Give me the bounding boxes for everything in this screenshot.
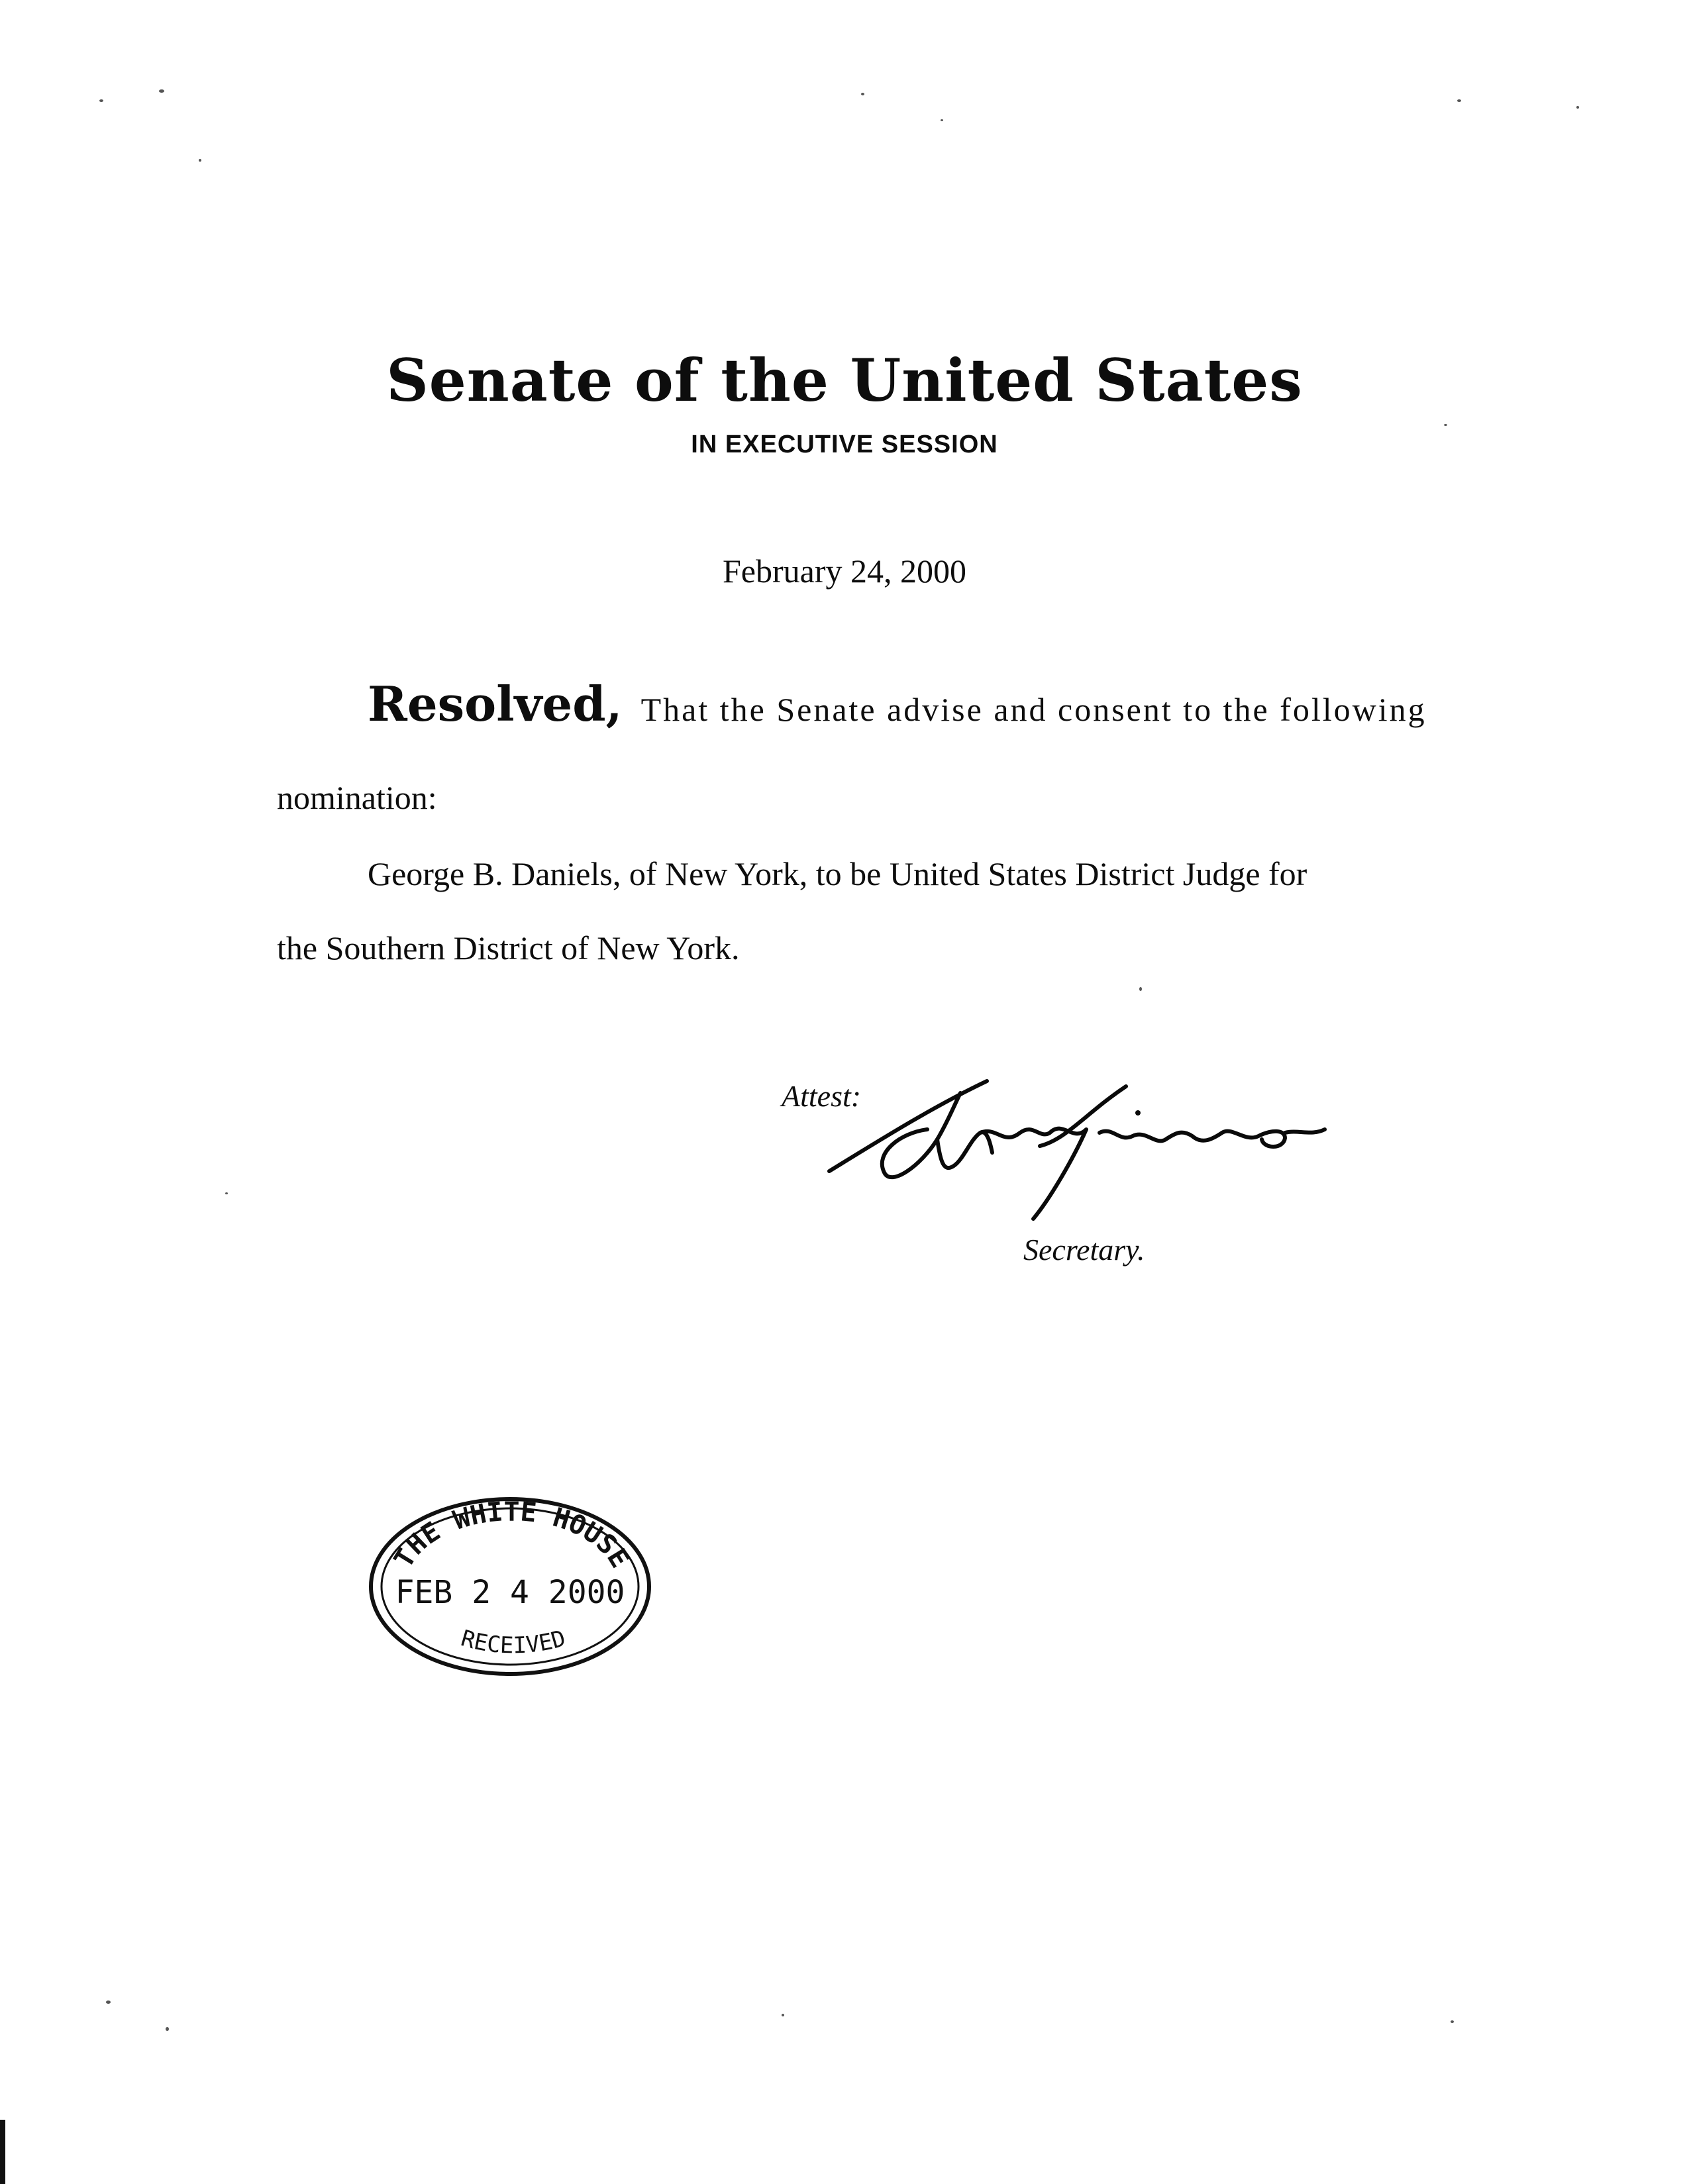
scan-speck bbox=[166, 2027, 169, 2031]
scan-speck bbox=[941, 119, 943, 121]
resolution-text-continued: nomination: bbox=[277, 779, 437, 816]
scan-speck bbox=[782, 2014, 784, 2016]
nominee-line-1: George B. Daniels, of New York, to be United States District Judge for bbox=[368, 855, 1307, 892]
scan-edge-mark bbox=[0, 2120, 5, 2184]
resolution-text: That the Senate advise and consent to the following bbox=[640, 691, 1427, 728]
document-heading: Senate of the United States bbox=[386, 346, 1303, 415]
scan-speck bbox=[861, 93, 864, 95]
scan-speck bbox=[106, 2001, 111, 2004]
scan-speck bbox=[99, 99, 103, 102]
secretary-signature bbox=[821, 1066, 1364, 1225]
stamp-bottom-text: RECEIVED bbox=[458, 1625, 569, 1659]
resolved-keyword: Resolved, bbox=[368, 676, 623, 732]
scan-speck bbox=[1457, 99, 1461, 102]
stamp-top-text: THE WHITE HOUSE bbox=[388, 1496, 635, 1573]
scan-speck bbox=[159, 89, 164, 93]
white-house-received-stamp bbox=[361, 1490, 659, 1683]
scan-speck bbox=[1576, 106, 1579, 109]
scan-speck bbox=[1444, 424, 1447, 426]
secretary-title: Secretary. bbox=[1023, 1233, 1145, 1267]
nominee-line-2: the Southern District of New York. bbox=[277, 929, 740, 966]
stamp-date: FEB 2 4 2000 bbox=[395, 1574, 625, 1611]
scan-speck bbox=[199, 159, 201, 162]
attest-label: Attest: bbox=[782, 1079, 862, 1113]
scan-speck bbox=[225, 1192, 228, 1194]
session-subheading: IN EXECUTIVE SESSION bbox=[691, 431, 998, 458]
scan-speck bbox=[1139, 987, 1142, 991]
scan-speck bbox=[1451, 2020, 1454, 2023]
resolution-line bbox=[368, 676, 1427, 732]
document-date: February 24, 2000 bbox=[723, 552, 966, 590]
